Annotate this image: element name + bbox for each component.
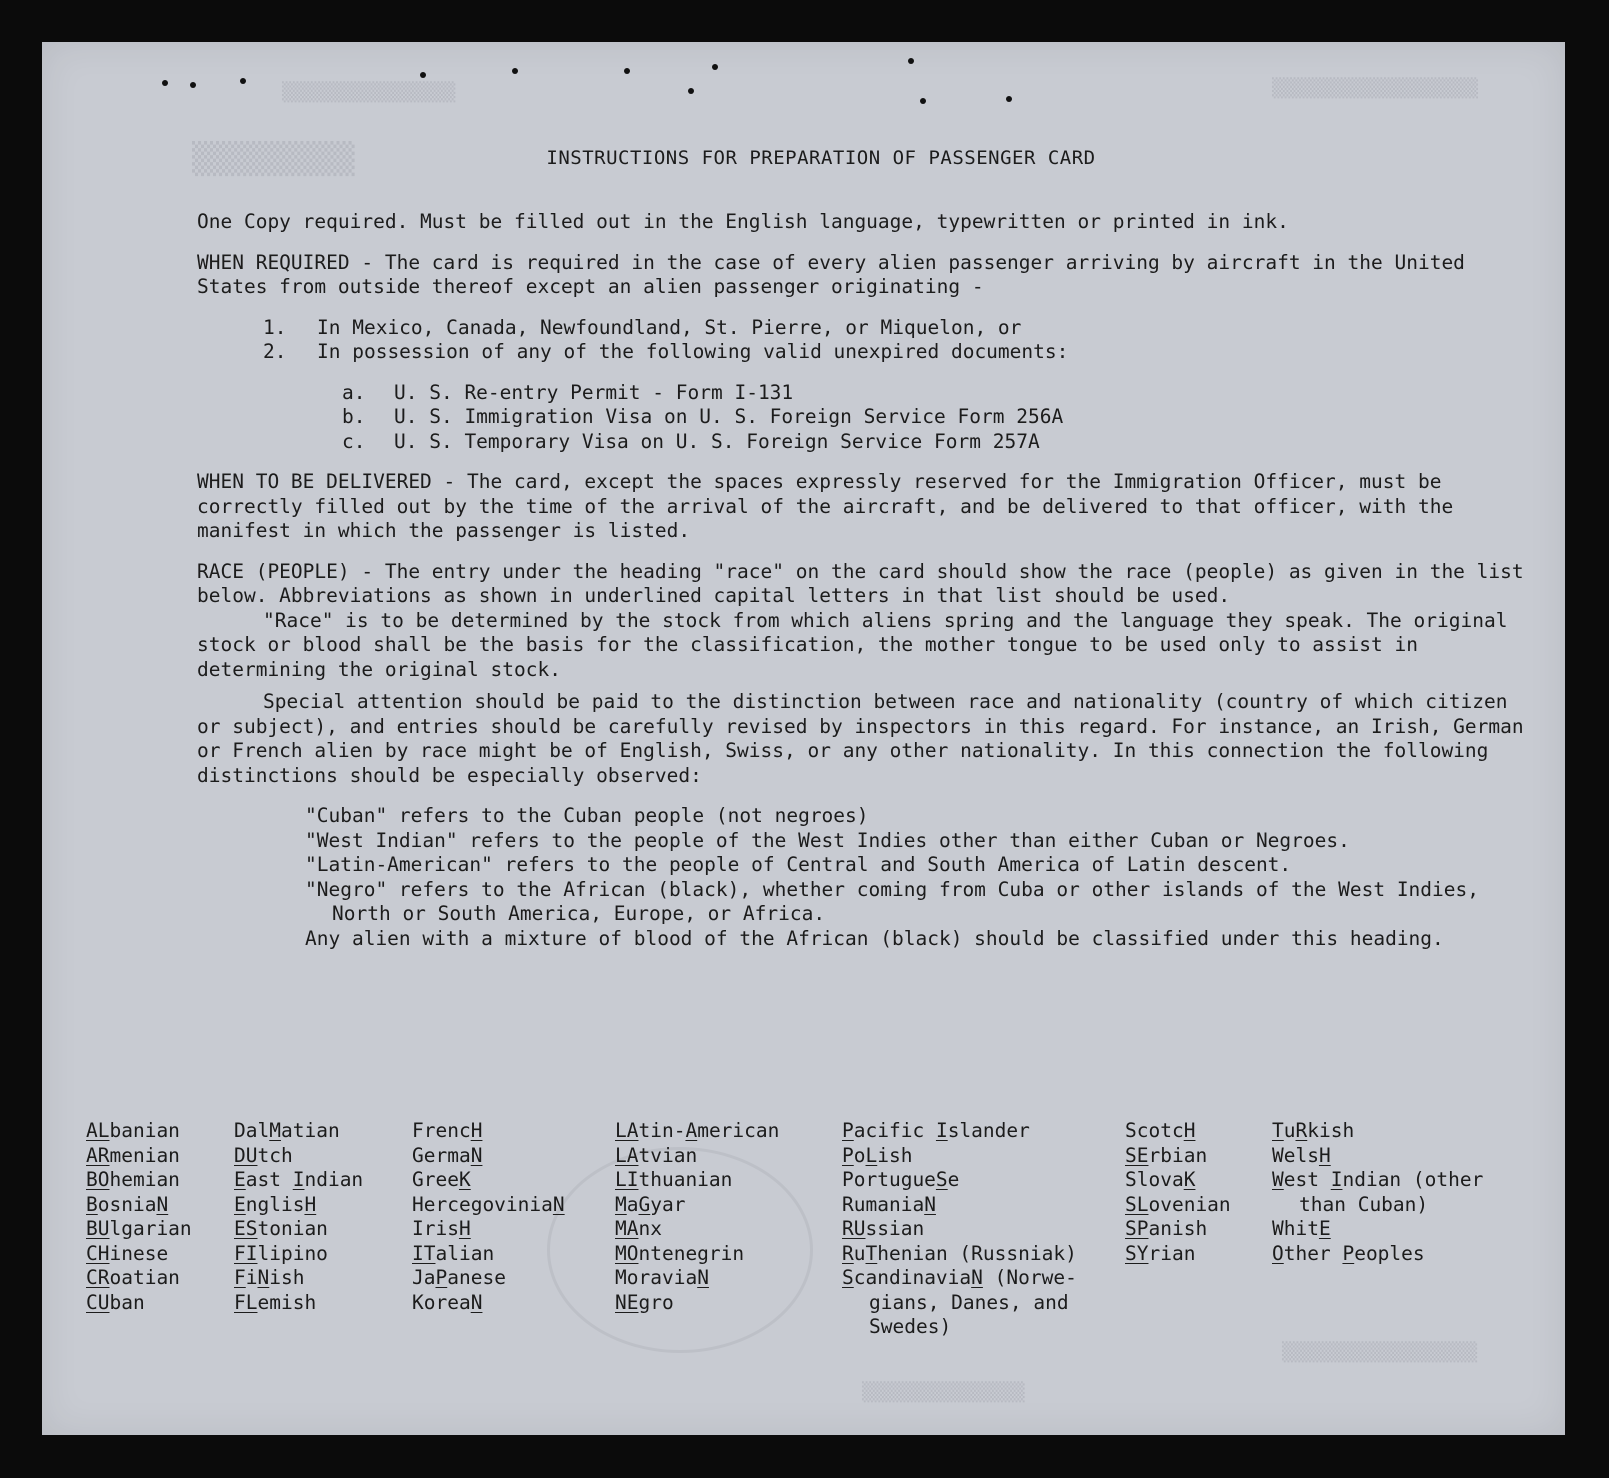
race-text: kish [1307,1119,1355,1142]
race-text: tch [257,1143,293,1167]
race-text: oatian [109,1266,180,1289]
abbreviation-letters: FI [234,1241,258,1265]
race-text: acific [853,1119,936,1142]
distinction-item: "West Indian" refers to the people of the West Indies other than either Cuban or Negroes. [305,828,1350,852]
documents-list [342,381,1542,455]
abbreviation-letters: T [1272,1119,1284,1142]
abbreviation-letters: E [1318,1217,1331,1240]
abbreviation-letters: K [458,1168,471,1191]
abbreviation-letters: W [1272,1168,1284,1191]
race-text: atian [280,1119,340,1142]
abbreviation-letters: MO [615,1241,639,1265]
abbreviation-letters: P [1342,1241,1355,1265]
race-text: ovenian [1148,1192,1231,1216]
abbreviation-letters: FL [234,1290,258,1314]
abbreviation-letters: LA [615,1143,639,1167]
race-text: Rumania [842,1192,925,1216]
race-text: alian [435,1241,495,1265]
race-entry [234,1193,363,1218]
race-text: ndian (other [1342,1168,1484,1191]
abbreviation-letters: RU [842,1217,866,1240]
abbreviation-letters: CR [86,1266,110,1289]
bleed-through-text: ▒▒▒▒▒▒▒▒▒ [192,142,355,177]
race-entry [615,1119,779,1144]
distinctions-list [305,804,1542,951]
race-entry [842,1315,1077,1340]
abbreviation-letters: F [234,1266,246,1289]
race-entry [842,1119,1077,1144]
race-text: nx [638,1217,662,1240]
abbreviation-letters: P [842,1143,854,1167]
bleed-through-text: ▒▒▒▒▒▒▒▒▒▒▒▒▒▒▒ [862,1382,1025,1403]
abbreviation-letters: M [269,1119,281,1142]
race-entry [1125,1217,1231,1242]
abbreviation-letters: T [865,1241,878,1265]
scan-speck [920,98,926,104]
abbreviation-letters: I [935,1119,948,1142]
race-text: ntenegrin [638,1241,745,1265]
bleed-through-text: ▒▒▒▒▒▒▒▒▒▒▒▒▒▒▒▒▒▒▒ [1272,78,1478,99]
abbreviation-letters: AL [86,1119,110,1142]
race-entry [86,1242,192,1267]
race-text: menian [109,1143,180,1167]
race-text: gro [638,1290,674,1314]
abbreviation-letters: BU [86,1217,110,1240]
race-column [1272,1119,1483,1266]
scan-speck [240,78,246,84]
abbreviation-letters: N [697,1266,709,1289]
race-text: ast [245,1168,293,1191]
abbreviation-letters: SP [1125,1217,1149,1240]
race-text: rbian [1148,1143,1208,1167]
abbreviation-letters: G [638,1192,651,1216]
distinction-item: "Cuban" refers to the Cuban people (not negroes) [305,804,869,827]
race-entry [412,1291,565,1316]
race-text: Dal [234,1119,270,1142]
race-text: est [1283,1168,1331,1191]
race-text: henian (Russniak) [877,1241,1077,1265]
abbreviation-letters: SL [1125,1192,1149,1216]
race-definition-paragraph: "Race" is to be determined by the stock from which aliens spring and the language they speak. The original stock or blood shall be the basis for the classification, the mother tongue to be used only to assist in determining the original stock. [197,608,1508,681]
scan-speck [420,72,426,78]
abbreviation-letters: R [842,1241,854,1265]
race-entry [1272,1119,1483,1144]
race-text: ban [109,1290,145,1314]
race-text: e [947,1168,960,1191]
race-entry [86,1266,192,1291]
race-entry [234,1242,363,1267]
race-entry [86,1144,192,1169]
abbreviation-letters: ES [234,1217,258,1240]
list-item: a. U. S. Re-entry Permit - Form I-131 [342,380,794,404]
race-entry [615,1144,779,1169]
race-entry [842,1168,1077,1193]
race-entry [86,1291,192,1316]
race-entry [86,1193,192,1218]
race-text: (Norwe- [982,1266,1077,1289]
abbreviation-letters: H [470,1119,483,1142]
race-text: eoples [1354,1241,1425,1265]
abbreviation-letters: A [685,1119,698,1142]
race-entry [1272,1242,1483,1267]
race-entry [1125,1144,1231,1169]
race-entry [412,1168,565,1193]
race-entry [842,1193,1077,1218]
race-text: slander [947,1119,1030,1142]
when-required-paragraph: WHEN REQUIRED - The card is required in the case of every alien passenger arriving by aircraft in the United States from outside thereof except an alien passenger originating - [197,250,1465,298]
race-text: merican [697,1119,780,1142]
distinction-item: "Negro" refers to the African (black), whether coming from Cuba or other islands of the West Indies, North or South America, Europe, or Africa. [305,877,1479,925]
origin-list [263,316,1542,365]
race-text: tonian [257,1217,328,1240]
scan-speck [624,68,630,74]
distinction-item: Any alien with a mixture of blood of the African (black) should be classified under this heading. [305,926,1444,950]
race-text: Frenc [412,1119,471,1142]
race-text: Whit [1272,1217,1319,1240]
race-column [615,1119,779,1315]
race-text: i [245,1266,258,1289]
abbreviation-letters: P [435,1266,448,1289]
abbreviation-letters: AR [86,1143,110,1167]
race-entry [842,1242,1077,1267]
race-entry [412,1242,565,1267]
abbreviation-letters: P [842,1119,854,1142]
race-text: than Cuban) [1299,1192,1429,1216]
race-text: Ja [412,1266,436,1289]
abbreviation-letters: DU [234,1143,258,1167]
abbreviation-letters: I [292,1168,305,1191]
race-text: Hercegovinia [412,1192,553,1216]
race-text: emish [257,1290,317,1314]
race-entry [1125,1168,1231,1193]
abbreviation-letters: NE [615,1290,639,1314]
race-column [234,1119,363,1315]
race-text: Korea [412,1290,471,1314]
race-entry [842,1144,1077,1169]
race-entry [412,1266,565,1291]
scan-speck [908,58,914,64]
abbreviation-letters: SY [1125,1241,1149,1265]
abbreviation-letters: H [304,1192,317,1216]
abbreviation-letters: LA [615,1119,639,1142]
abbreviation-letters: IT [412,1241,436,1265]
race-entry [412,1119,565,1144]
race-entry [1272,1144,1483,1169]
race-text: a [626,1192,639,1216]
list-item: 1. In Mexico, Canada, Newfoundland, St. Pierre, or Miquelon, or [263,315,1022,339]
document-sheet [42,42,1565,1435]
abbreviation-letters: L [865,1143,878,1167]
when-delivered-paragraph: WHEN TO BE DELIVERED - The card, except the spaces expressly reserved for the Immigration Officer, must be correctly filled out by the time of the arrival of the aircraft, and be delivered to that officer, with the manifest in which the passenger is listed. [197,470,1454,542]
abbreviation-letters: CH [86,1241,110,1265]
race-entry [842,1291,1077,1316]
race-text: ish [877,1143,913,1167]
race-text: u [853,1241,866,1265]
abbreviation-letters: MA [615,1217,639,1240]
race-entry [1272,1217,1483,1242]
abbreviation-letters: S [842,1266,854,1289]
race-entry [234,1217,363,1242]
race-entry [412,1217,565,1242]
list-item: c. U. S. Temporary Visa on U. S. Foreign Service Form 257A [342,429,1040,453]
race-entry [1125,1119,1231,1144]
scan-speck [1006,96,1012,102]
distinction-item: "Latin-American" refers to the people of Central and South America of Latin descent. [305,853,1292,876]
abbreviation-letters: H [1183,1119,1196,1142]
list-item: b. U. S. Immigration Visa on U. S. Foreign Service Form 256A [342,405,1064,428]
race-entry [86,1168,192,1193]
abbreviation-letters: M [615,1192,627,1216]
abbreviation-letters: N [257,1266,270,1289]
race-entry [842,1266,1077,1291]
abbreviation-letters: B [86,1192,98,1216]
race-text: lipino [257,1241,328,1265]
bleed-through-text: ▒▒▒▒▒▒▒▒▒▒▒▒▒▒▒▒▒▒ [1282,1342,1478,1363]
bleed-through-text: ▒▒▒▒▒▒▒▒▒▒▒▒▒▒▒▒ [282,82,456,103]
abbreviation-letters: K [1183,1168,1196,1191]
scan-speck [512,68,518,74]
abbreviation-letters: N [470,1290,483,1314]
race-text: inese [109,1241,169,1265]
race-entry [86,1217,192,1242]
abbreviation-letters: SE [1125,1143,1149,1167]
scan-speck [190,82,196,88]
race-entry [412,1193,565,1218]
document-title: INSTRUCTIONS FOR PREPARATION OF PASSENGER CARD [546,147,1096,169]
instructions-body [197,210,1542,967]
scan-speck [688,88,694,94]
race-entry [615,1217,779,1242]
scan-speck [162,80,168,86]
abbreviation-letters: H [1318,1143,1331,1167]
race-entry [615,1266,779,1291]
race-column [1125,1119,1231,1266]
race-entry [1272,1193,1483,1218]
race-column [86,1119,192,1315]
race-text: Germa [412,1143,471,1167]
abbreviation-letters: N [470,1143,483,1167]
race-entry [615,1291,779,1316]
abbreviation-letters: S [935,1168,948,1191]
race-entry [234,1144,363,1169]
abbreviation-letters: LI [615,1168,639,1191]
race-text: tvian [638,1143,698,1167]
race-text: ther [1283,1241,1343,1265]
abbreviation-letters: N [156,1192,169,1216]
race-text: Portugue [842,1168,936,1191]
race-text: banian [109,1119,180,1142]
race-text: Wels [1272,1143,1319,1167]
abbreviation-letters: E [234,1168,246,1191]
abbreviation-letters: E [234,1192,246,1216]
race-text: Slova [1125,1168,1184,1191]
race-text: candinavia [853,1266,972,1289]
abbreviation-letters: N [971,1266,983,1289]
race-text: anese [447,1266,506,1289]
copy-requirement: One Copy required. Must be filled out in the English language, typewritten or printed in ink. [197,210,1289,233]
abbreviation-letters: H [458,1217,471,1240]
abbreviation-letters: BO [86,1168,110,1191]
abbreviation-letters: I [1330,1168,1343,1191]
race-text: lgarian [109,1217,192,1240]
race-text: Scotc [1125,1119,1184,1142]
list-item: 2. In possession of any of the following valid unexpired documents: [263,340,1069,363]
race-entry [234,1168,363,1193]
race-text: ish [269,1266,305,1289]
race-entry [615,1168,779,1193]
race-paragraph: RACE (PEOPLE) - The entry under the heading "race" on the card should show the race (people) as given in the list below. Abbreviations as shown in underlined capital letters in that list should be used. [197,559,1524,607]
race-text: osnia [97,1192,157,1216]
race-text: ssian [865,1217,925,1240]
race-text: u [1283,1119,1296,1142]
abbreviation-letters: O [1272,1241,1284,1265]
scan-speck [712,64,718,70]
race-column [412,1119,565,1315]
abbreviation-letters: CU [86,1290,110,1314]
race-text: Gree [412,1168,459,1191]
abbreviation-letters: R [1295,1119,1308,1142]
abbreviation-letters: N [924,1192,936,1216]
race-entry [412,1144,565,1169]
race-column [842,1119,1077,1340]
race-entry [234,1119,363,1144]
race-entry [1125,1193,1231,1218]
race-entry [86,1119,192,1144]
race-entry [234,1266,363,1291]
abbreviation-letters: N [552,1192,565,1216]
race-text: yar [650,1192,686,1216]
special-attention-paragraph: Special attention should be paid to the distinction between race and nationality (country of which citizen or subject), and entries should be carefully revised by inspectors in this regard. For instance, an Irish, German or French alien by race might be of English, Swiss, or any other nationality. In this connection the following distinctions should be especially observed: [197,690,1524,787]
race-entry [615,1193,779,1218]
race-entry [615,1242,779,1267]
race-entry [1125,1242,1231,1267]
race-text: Iris [412,1217,459,1240]
race-text: o [853,1143,866,1167]
race-text: gians, Danes, and [869,1290,1069,1314]
race-entry [842,1217,1077,1242]
race-text: tin- [638,1119,686,1142]
race-text: Moravia [615,1266,698,1289]
race-text: Swedes) [869,1315,952,1338]
race-text: ndian [304,1168,364,1191]
race-text: nglis [245,1192,305,1216]
race-entry [234,1291,363,1316]
race-text: thuanian [638,1168,733,1191]
race-text: rian [1148,1241,1196,1265]
race-text: hemian [109,1168,180,1191]
race-text: anish [1148,1217,1208,1240]
race-entry [1272,1168,1483,1193]
